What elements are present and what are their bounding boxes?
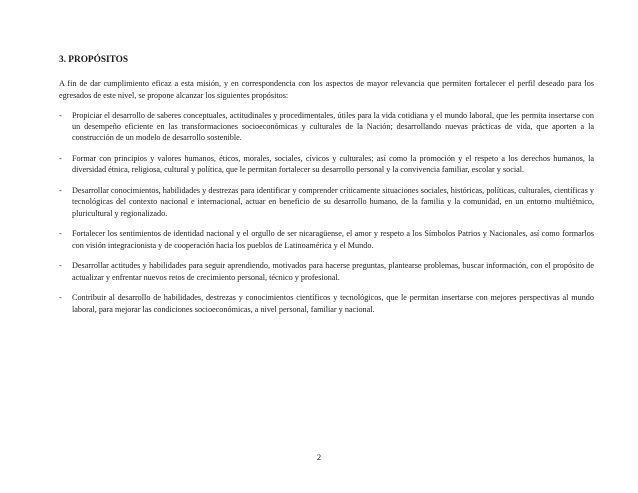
bullet-dash: -: [59, 229, 62, 239]
purpose-text: Fortalecer los sentimientos de identidad nacional y el orgullo de ser nicaragüense, el amor y respeto a los Símbolos Patrios y Nacionales, así como formarlos con visión integracionista y de cooperación hacia los pueblos de Latinoamérica y el Mundo.: [72, 229, 594, 250]
bullet-dash: -: [59, 186, 62, 196]
purposes-list: [59, 110, 594, 315]
purpose-item: [59, 185, 594, 219]
bullet-dash: -: [59, 154, 62, 164]
purpose-item: [59, 153, 594, 175]
bullet-dash: -: [59, 293, 62, 303]
page-content: [59, 54, 594, 324]
page-number: 2: [316, 452, 322, 462]
purpose-text: Propiciar el desarrollo de saberes conceptuales, actitudinales y procedimentales, útiles para la vida cotidiana y el mundo laboral, que les permita insertarse con un desempeño eficiente en las transformaciones socioeconómicas y culturales de la Nación; desarrollando nuevas prácticas de vida, que aporten a la construcción de un modelo de desarrollo sostenible.: [72, 111, 594, 143]
section-heading: 3. PROPÓSITOS: [59, 55, 129, 65]
purpose-item: [59, 110, 594, 144]
purpose-item: [59, 228, 594, 250]
purpose-text: Formar con principios y valores humanos, éticos, morales, sociales, cívicos y culturales; así como la promoción y el respeto a los derechos humanos, la diversidad étnica, religiosa, cultural y política, que le permitan fortalecer su desarrollo personal y la convivencia familiar, escolar y social.: [72, 154, 594, 175]
purpose-text: Desarrollar actitudes y habilidades para seguir aprendiendo, motivados para hacerse preguntas, plantearse problemas, buscar información, con el propósito de actualizar y enfrentar nuevos retos de crecimiento personal, técnico y profesional.: [72, 261, 594, 282]
purpose-text: Desarrollar conocimientos, habilidades y destrezas para identificar y comprender críticamente situaciones sociales, históricas, políticas, culturales, científicas y tecnológicas del contexto nacional e internacional, actuar en beneficio de su desarrollo humano, de la familia y la comunidad, en un entorno multiétnico, pluricultural y regionalizado.: [72, 186, 594, 218]
purpose-item: [59, 292, 594, 314]
purpose-text: Contribuir al desarrollo de habilidades, destrezas y conocimientos científicos y tecnológicos, que le permitan insertarse con mejores perspectivas al mundo laboral, para mejorar las condiciones socioeconómicas, a nivel personal, familiar y nacional.: [72, 293, 594, 314]
purpose-item: [59, 260, 594, 282]
intro-paragraph: A fin de dar cumplimiento eficaz a esta misión, y en correspondencia con los aspectos de mayor relevancia que permiten fortalecer el perfil deseado para los egresados de este nivel, se propone alcanzar los siguientes propósitos:: [59, 79, 594, 100]
bullet-dash: -: [59, 111, 62, 120]
bullet-dash: -: [59, 261, 62, 271]
